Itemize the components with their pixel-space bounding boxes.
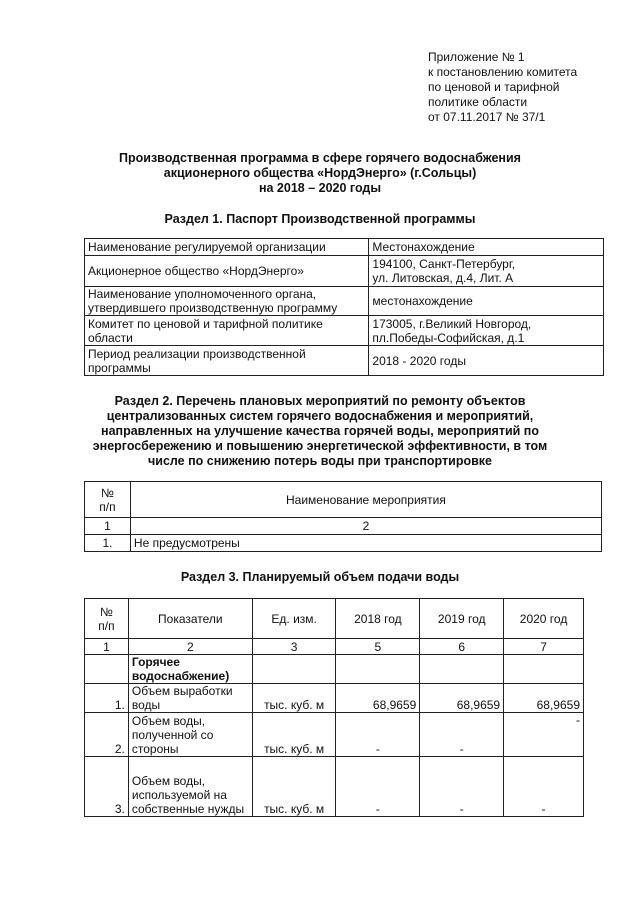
table-cell: Объем воды, полученной со стороны (128, 713, 252, 757)
table-cell: местонахождение (369, 287, 604, 316)
passport-table (84, 238, 604, 376)
table-group-row (85, 655, 584, 684)
title-line: на 2018 – 2020 годы (258, 181, 382, 195)
table-header-row (85, 599, 584, 639)
table-row (85, 684, 584, 713)
table-cell: тыс. куб. м (252, 757, 336, 817)
measures-table (84, 481, 602, 552)
table-cell: 3 (252, 639, 336, 655)
document-title (0, 151, 640, 196)
table-cell: тыс. куб. м (252, 713, 336, 757)
table-row (85, 256, 604, 287)
table-cell: 173005, г.Великий Новгород, пл.Победы-Софийская, д.1 (369, 316, 604, 346)
table-cell (336, 655, 420, 684)
appendix-note (428, 50, 577, 125)
appendix-line: Приложение № 1 (428, 50, 525, 64)
table-cell: 68,9659 (336, 684, 420, 713)
section2-heading: Раздел 2. Перечень плановых мероприятий по ремонту объектов централизованных систем горячего водоснабжения и мероприятий, направленных на улучшение качества горячей воды, мероприятий по энергосбережению и повышению энергетической эффективности, в том числе по снижению потерь воды при транспортировке (92, 394, 548, 468)
appendix-line: к постановлению комитета (428, 65, 578, 79)
section1-heading: Раздел 1. Паспорт Производственной программы (164, 212, 476, 226)
table-cell: 6 (420, 639, 504, 655)
appendix-line: по ценовой и тарифной (428, 80, 560, 94)
column-header-unit: Ед. изм. (252, 599, 336, 639)
table-row (85, 518, 602, 535)
table-cell: 1 (85, 639, 129, 655)
table-row (85, 239, 604, 256)
table-cell (252, 655, 336, 684)
table-cell: Не предусмотрены (130, 535, 601, 552)
column-header-2018: 2018 год (336, 599, 420, 639)
group-label: Горячее водоснабжение) (128, 655, 252, 684)
appendix-line: от 07.11.2017 № 37/1 (428, 110, 546, 124)
table-cell: 5 (336, 639, 420, 655)
table-cell: Объем воды, используемой на собственные нужды (128, 757, 252, 817)
title-line: Производственная программа в сфере горячего водоснабжения (119, 151, 521, 165)
table-cell: 3. (85, 757, 129, 817)
table-cell: 1 (85, 518, 131, 535)
table-cell: Акционерное общество «НордЭнерго» (85, 256, 369, 287)
table-cell: 1. (85, 684, 129, 713)
table-cell: Местонахождение (369, 239, 604, 256)
column-header-2019: 2019 год (420, 599, 504, 639)
water-supply-table (84, 598, 584, 817)
table-cell: 2018 - 2020 годы (369, 346, 604, 376)
table-cell: - (504, 757, 584, 817)
table-cell (420, 655, 504, 684)
appendix-line: политике области (428, 95, 528, 109)
table-header-row (85, 482, 602, 518)
column-header-indicator: Показатели (128, 599, 252, 639)
column-header-2020: 2020 год (504, 599, 584, 639)
table-cell: - (336, 713, 420, 757)
table-row (85, 316, 604, 346)
section3-heading: Раздел 3. Планируемый объем подачи воды (180, 570, 460, 584)
column-header-name: Наименование мероприятия (130, 482, 601, 518)
table-cell: 2 (130, 518, 601, 535)
column-header-number: № п/п (85, 599, 129, 639)
title-line: акционерного общества «НордЭнерго» (г.Сольцы) (163, 166, 477, 180)
table-cell: 68,9659 (420, 684, 504, 713)
table-row (85, 757, 584, 817)
table-cell: 2. (85, 713, 129, 757)
table-cell: Период реализации производственной программы (85, 346, 369, 376)
table-row (85, 287, 604, 316)
table-cell: Комитет по ценовой и тарифной политике области (85, 316, 369, 346)
table-cell: Наименование уполномоченного органа, утвердившего производственную программу (85, 287, 369, 316)
column-header-number: № п/п (85, 482, 131, 518)
table-row (85, 713, 584, 757)
table-cell: Объем выработки воды (128, 684, 252, 713)
table-cell: 68,9659 (504, 684, 584, 713)
table-cell: 7 (504, 639, 584, 655)
table-cell: 1. (85, 535, 131, 552)
table-cell: 2 (128, 639, 252, 655)
table-cell: тыс. куб. м (252, 684, 336, 713)
table-row (85, 346, 604, 376)
table-row (85, 639, 584, 655)
table-cell: - (504, 713, 584, 757)
table-cell: - (420, 713, 504, 757)
table-cell: Наименование регулируемой организации (85, 239, 369, 256)
table-row (85, 535, 602, 552)
table-cell: 194100, Санкт-Петербург, ул. Литовская, д.4, Лит. А (369, 256, 604, 287)
table-cell: - (420, 757, 504, 817)
table-cell (504, 655, 584, 684)
table-cell (85, 655, 129, 684)
table-cell: - (336, 757, 420, 817)
